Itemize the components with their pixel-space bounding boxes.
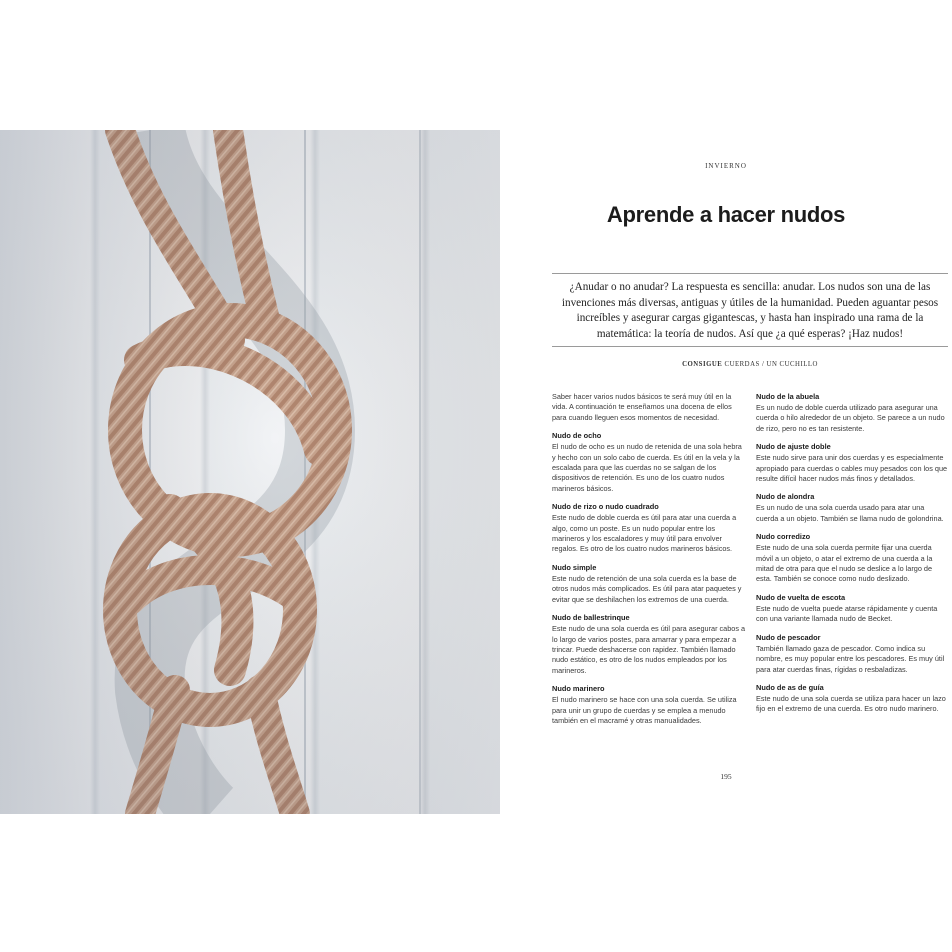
section-text: Es un nudo de doble cuerda utilizado para asegurar una cuerda o hilo alrededor de un objeto. Se parece a un nudo de rizo, pero no es tan resistente.	[756, 403, 945, 433]
section-heading: Nudo simple	[552, 562, 597, 572]
materials-line	[552, 361, 948, 368]
section-text: Este nudo de una sola cuerda permite fijar una cuerda móvil a un objeto, o atar el extremo de una cuerda a la mitad de otra para que el nudo se deslice a lo largo de esta. También se conoce como nudo deslizado.	[756, 543, 933, 584]
page-number: 195	[720, 772, 732, 781]
section-text: Este nudo sirve para unir dos cuerdas y es especialmente apropiado para cuerdas o cables muy pesados con los que resulte difícil hacer nudos más finos y detallados.	[756, 453, 948, 484]
section-heading: Nudo de pescador	[756, 632, 821, 642]
section-heading: Nudo de alondra	[756, 492, 815, 502]
section-text: Este nudo de una sola cuerda es útil para asegurar cabos a lo largo de varios postes, para amarrar y para empezar a trincar. Puede deshacerse con rapidez. También llamado nudo estático, es otro de los nudos empleados por los marineros.	[552, 624, 746, 675]
left-column	[552, 392, 746, 726]
rope-knot-photo	[0, 130, 500, 814]
section-text: Es un nudo de una sola cuerda usado para atar una cuerda a un objeto. También se llama nudo de golondrina.	[756, 503, 944, 523]
section-text: Este nudo de una sola cuerda se utiliza para hacer un lazo fijo en el extremo de una cuerda. Es otro nudo marinero.	[756, 693, 946, 714]
section-text: Este nudo de vuelta puede atarse rápidamente y cuenta con una variante llamada nudo de Becket.	[756, 603, 938, 624]
top-divider	[552, 273, 948, 274]
section-kicker: INVIERNO	[705, 162, 747, 170]
section-heading: Nudo de vuelta de escota	[756, 592, 846, 602]
section-heading: Nudo de ocho	[552, 431, 602, 441]
section-text: Este nudo de doble cuerda es útil para atar una cuerda a algo, como un poste. Es un nudo popular entre los marineros y los escaladores y muy útil para envolver regalos. Es otro de los cuatro nudos marineros básicos.	[552, 513, 737, 554]
section-text: Este nudo de retención de una sola cuerda es la base de otros nudos más complicados. Es útil para atar paquetes y evitar que se deshilachen los extremos de una cuerda.	[552, 573, 742, 604]
section-text: También llamado gaza de pescador. Como indica su nombre, es muy popular entre los pescadores. Es muy útil para atar cuerdas finas, rígidas o resbaladizas.	[756, 643, 945, 674]
rope-knot-illustration	[0, 130, 500, 814]
section-text: El nudo de ocho es un nudo de retenida de una sola hebra y hecho con un solo cabo de cuerda. Es útil en la vela y la escalada para que las cuerdas no se salgan de los dispositivos de retención. Es uno de los cuatro nudos marineros básicos.	[552, 442, 742, 493]
lead-paragraph: Saber hacer varios nudos básicos te será muy útil en la vida. A continuación te enseñamos una docena de ellos para cuando lleguen esos momentos de necesidad.	[552, 392, 732, 422]
text-page	[500, 130, 952, 814]
section-heading: Nudo de ballestrinque	[552, 613, 630, 623]
section-heading: Nudo marinero	[552, 684, 605, 694]
section-heading: Nudo corredizo	[756, 532, 811, 542]
materials-label: CONSIGUE	[682, 361, 723, 368]
section-heading: Nudo de rizo o nudo cuadrado	[552, 502, 659, 512]
section-heading: Nudo de la abuela	[756, 392, 820, 401]
page-title: Aprende a hacer nudos	[606, 202, 846, 227]
section-heading: Nudo de as de guía	[756, 682, 824, 692]
section-heading: Nudo de ajuste doble	[756, 442, 831, 452]
section-text: El nudo marinero se hace con una sola cuerda. Se utiliza para unir un grupo de cuerdas y se emplea a menudo también en el macramé y otras manualidades.	[552, 695, 737, 725]
materials-items: CUERDAS / UN CUCHILLO	[724, 361, 818, 368]
intro-paragraph: ¿Anudar o no anudar? La respuesta es sencilla: anudar. Los nudos son una de las invenciones más diversas, antiguas y útiles de la humanidad. Pueden aguantar pesos increíbles y asegurar cargas gigantescas, y hasta han inspirado una rama de la matemática: la teoría de nudos. Así que ¿a qué esperas? ¡Haz nudos!	[561, 281, 939, 340]
bottom-divider	[552, 346, 948, 347]
right-column	[756, 392, 948, 715]
